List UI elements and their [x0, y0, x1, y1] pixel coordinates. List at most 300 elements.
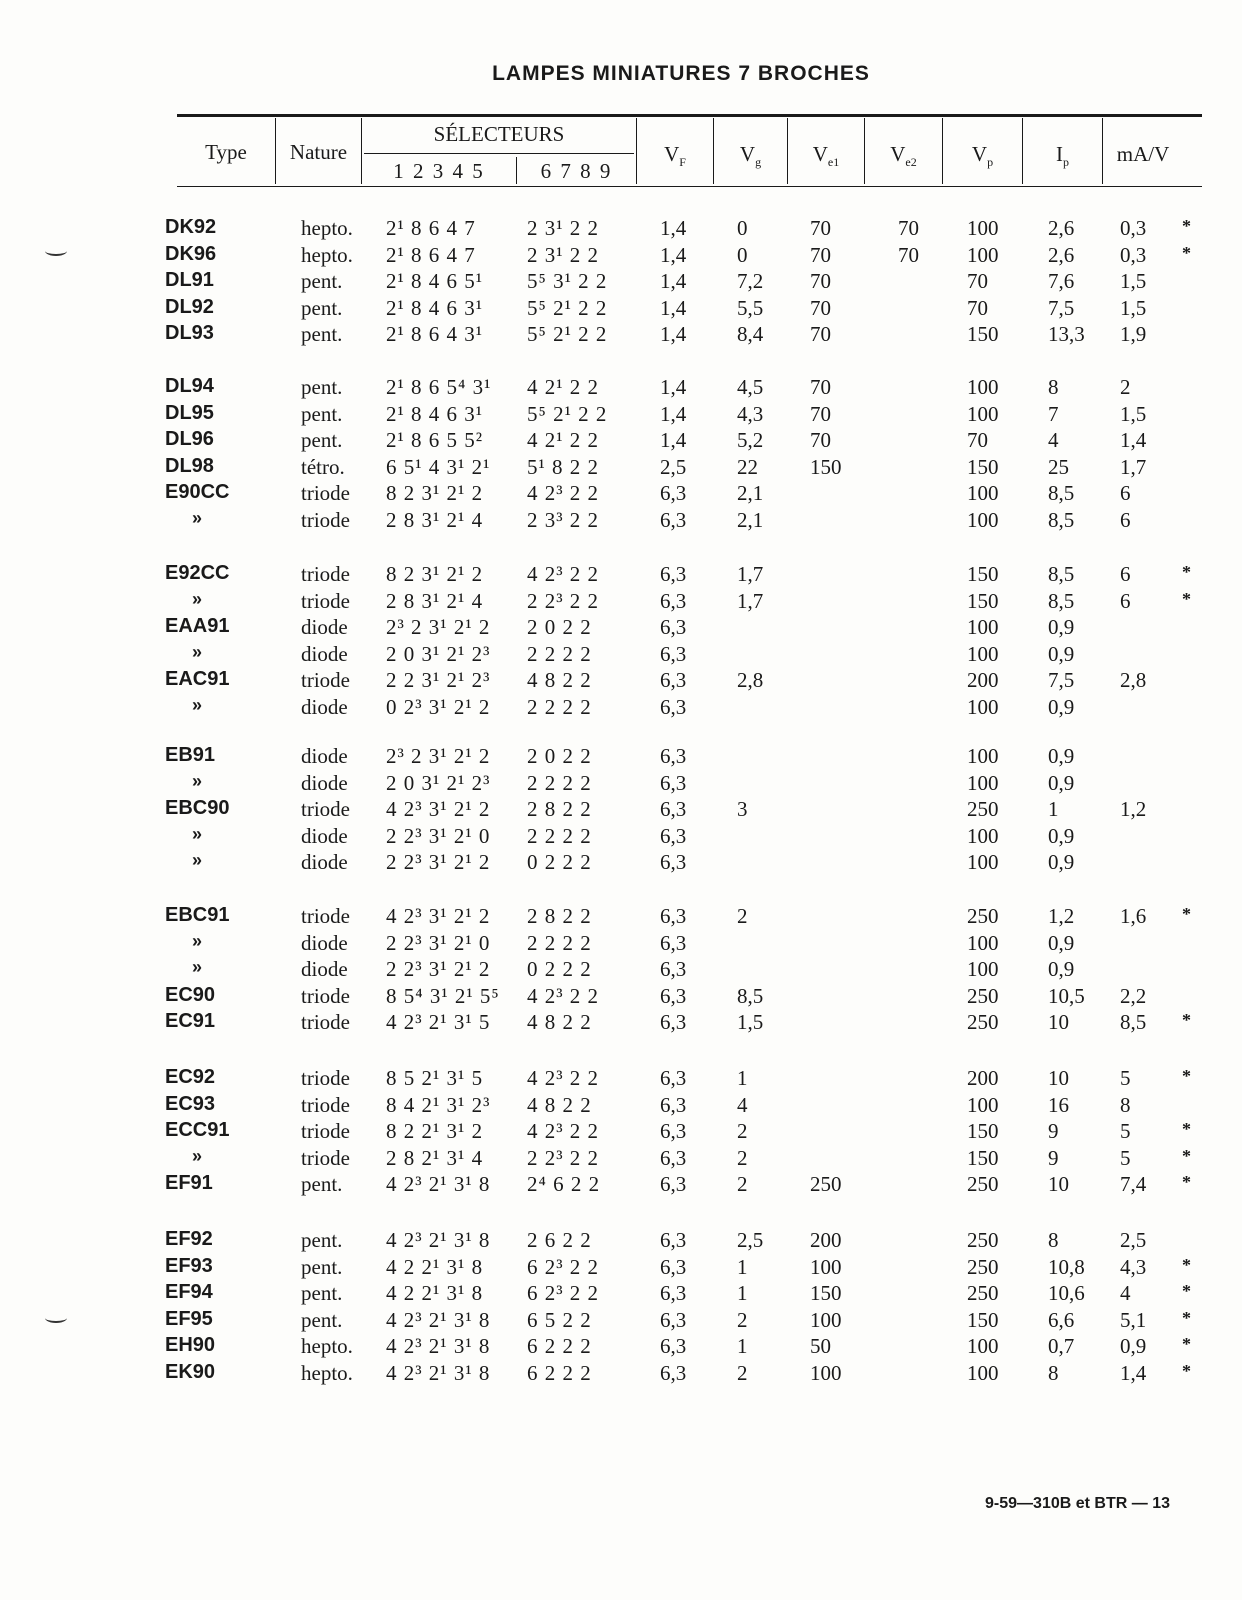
cell-vf: 6,3 — [660, 695, 687, 719]
cell-ma-v: 0,3 — [1120, 243, 1147, 267]
cell-vg: 7,2 — [737, 269, 764, 293]
cell-ve1: 70 — [810, 428, 831, 452]
margin-mark — [45, 246, 67, 256]
cell-vg: 1,7 — [737, 562, 764, 586]
table-row — [0, 562, 1242, 589]
table-row — [0, 771, 1242, 798]
cell-ma-v: 6 — [1120, 562, 1131, 586]
cell-selecteurs-6-9: 4 2³ 2 2 — [527, 1066, 600, 1090]
cell-nature: triode — [301, 508, 350, 532]
cell-selecteurs-6-9: 2 2³ 2 2 — [527, 1146, 600, 1170]
cell-nature: hepto. — [301, 1361, 353, 1385]
cell-note-star: * — [1182, 1172, 1191, 1192]
cell-type: EF92 — [165, 1228, 213, 1250]
cell-ma-v: 6 — [1120, 589, 1131, 613]
cell-selecteurs-1-5: 4 2³ 3¹ 2¹ 2 — [386, 797, 491, 821]
cell-selecteurs-1-5: 2 2³ 3¹ 2¹ 0 — [386, 824, 491, 848]
cell-selecteurs-6-9: 4 8 2 2 — [527, 1093, 592, 1117]
table-row — [0, 322, 1242, 349]
cell-ma-v: 6 — [1120, 481, 1131, 505]
cell-type: EF95 — [165, 1308, 213, 1330]
cell-vg: 2 — [737, 1146, 748, 1170]
header-ip: $I_p$ — [1056, 142, 1069, 170]
cell-vp: 100 — [967, 481, 999, 505]
cell-vf: 6,3 — [660, 1093, 687, 1117]
cell-vg: 2 — [737, 1308, 748, 1332]
cell-selecteurs-1-5: 2¹ 8 6 4 3¹ — [386, 322, 484, 346]
cell-ve1: 150 — [810, 1281, 842, 1305]
cell-vp: 100 — [967, 642, 999, 666]
table-row — [0, 957, 1242, 984]
cell-note-star: * — [1182, 1119, 1191, 1139]
cell-vf: 6,3 — [660, 1010, 687, 1034]
cell-selecteurs-6-9: 2 2 2 2 — [527, 824, 592, 848]
table-row — [0, 402, 1242, 429]
table-row — [0, 904, 1242, 931]
cell-note-star: * — [1182, 1361, 1191, 1381]
cell-type: DL94 — [165, 375, 214, 397]
page-footer: 9-59—310B et BTR — 13 — [985, 1495, 1170, 1512]
cell-vp: 100 — [967, 850, 999, 874]
cell-type: » — [192, 957, 203, 977]
cell-nature: hepto. — [301, 243, 353, 267]
cell-vp: 100 — [967, 931, 999, 955]
cell-nature: triode — [301, 904, 350, 928]
cell-vp: 70 — [967, 269, 988, 293]
cell-vf: 6,3 — [660, 481, 687, 505]
cell-vp: 100 — [967, 375, 999, 399]
cell-nature: diode — [301, 850, 348, 874]
cell-vg: 1 — [737, 1066, 748, 1090]
cell-selecteurs-1-5: 4 2 2¹ 3¹ 8 — [386, 1281, 484, 1305]
cell-ve1: 70 — [810, 322, 831, 346]
cell-nature: diode — [301, 771, 348, 795]
cell-ma-v: 5 — [1120, 1146, 1131, 1170]
cell-nature: triode — [301, 797, 350, 821]
cell-ma-v: 2,5 — [1120, 1228, 1147, 1252]
cell-vp: 100 — [967, 1334, 999, 1358]
cell-vp: 70 — [967, 428, 988, 452]
cell-vp: 100 — [967, 744, 999, 768]
margin-mark — [45, 1313, 67, 1323]
cell-selecteurs-1-5: 2 0 3¹ 2¹ 2³ — [386, 771, 491, 795]
cell-nature: diode — [301, 615, 348, 639]
cell-nature: triode — [301, 1010, 350, 1034]
cell-ve1: 250 — [810, 1172, 842, 1196]
cell-selecteurs-1-5: 2 2 3¹ 2¹ 2³ — [386, 668, 491, 692]
cell-ve1: 50 — [810, 1334, 831, 1358]
cell-type: » — [192, 508, 203, 528]
cell-ip: 7,6 — [1048, 269, 1075, 293]
cell-type: » — [192, 695, 203, 715]
cell-ip: 4 — [1048, 428, 1059, 452]
cell-selecteurs-6-9: 2 3³ 2 2 — [527, 508, 600, 532]
cell-nature: diode — [301, 744, 348, 768]
cell-vp: 100 — [967, 216, 999, 240]
cell-note-star: * — [1182, 1066, 1191, 1086]
cell-ve1: 200 — [810, 1228, 842, 1252]
cell-selecteurs-1-5: 4 2³ 3¹ 2¹ 2 — [386, 904, 491, 928]
cell-vf: 6,3 — [660, 1172, 687, 1196]
cell-ip: 7,5 — [1048, 668, 1075, 692]
cell-nature: triode — [301, 1146, 350, 1170]
cell-nature: diode — [301, 931, 348, 955]
cell-type: EK90 — [165, 1361, 216, 1383]
cell-selecteurs-1-5: 2¹ 8 6 4 7 — [386, 216, 476, 240]
page-title: LAMPES MINIATURES 7 BROCHES — [492, 62, 870, 85]
cell-vg: 0 — [737, 216, 748, 240]
table-row — [0, 797, 1242, 824]
cell-ip: 10,5 — [1048, 984, 1085, 1008]
table-row — [0, 1010, 1242, 1037]
cell-note-star: * — [1182, 1010, 1191, 1030]
cell-ve2: 70 — [898, 216, 919, 240]
cell-ma-v: 0,3 — [1120, 216, 1147, 240]
cell-selecteurs-1-5: 4 2³ 2¹ 3¹ 8 — [386, 1228, 491, 1252]
cell-ip: 6,6 — [1048, 1308, 1075, 1332]
cell-nature: triode — [301, 1093, 350, 1117]
table-row — [0, 850, 1242, 877]
cell-note-star: * — [1182, 1146, 1191, 1166]
cell-vg: 22 — [737, 455, 758, 479]
cell-vg: 2,8 — [737, 668, 764, 692]
cell-nature: pent. — [301, 375, 343, 399]
cell-ma-v: 1,4 — [1120, 1361, 1147, 1385]
header-type: Type — [205, 140, 247, 164]
cell-ip: 0,7 — [1048, 1334, 1075, 1358]
cell-selecteurs-6-9: 2 8 2 2 — [527, 797, 592, 821]
cell-vf: 6,3 — [660, 984, 687, 1008]
cell-selecteurs-6-9: 4 8 2 2 — [527, 668, 592, 692]
table-row — [0, 695, 1242, 722]
cell-ma-v: 1,2 — [1120, 797, 1147, 821]
cell-vp: 150 — [967, 1146, 999, 1170]
cell-vg: 1 — [737, 1255, 748, 1279]
cell-vf: 6,3 — [660, 562, 687, 586]
table-row — [0, 1255, 1242, 1282]
cell-ve1: 100 — [810, 1361, 842, 1385]
table-row — [0, 1308, 1242, 1335]
cell-ip: 0,9 — [1048, 642, 1075, 666]
cell-nature: triode — [301, 984, 350, 1008]
cell-ma-v: 0,9 — [1120, 1334, 1147, 1358]
cell-type: E92CC — [165, 562, 230, 584]
cell-ma-v: 1,7 — [1120, 455, 1147, 479]
cell-ip: 8,5 — [1048, 508, 1075, 532]
cell-ma-v: 1,6 — [1120, 904, 1147, 928]
cell-selecteurs-6-9: 2 3¹ 2 2 — [527, 216, 600, 240]
cell-type: EBC91 — [165, 904, 230, 926]
cell-selecteurs-1-5: 4 2 2¹ 3¹ 8 — [386, 1255, 484, 1279]
cell-vg: 4 — [737, 1093, 748, 1117]
cell-vf: 6,3 — [660, 1255, 687, 1279]
cell-vf: 1,4 — [660, 243, 687, 267]
cell-nature: pent. — [301, 1172, 343, 1196]
cell-ma-v: 4,3 — [1120, 1255, 1147, 1279]
cell-selecteurs-1-5: 2³ 2 3¹ 2¹ 2 — [386, 744, 491, 768]
cell-type: EH90 — [165, 1334, 216, 1356]
header-selecteurs-6-9: 6 7 8 9 — [540, 159, 613, 183]
cell-vp: 100 — [967, 615, 999, 639]
table-row — [0, 1334, 1242, 1361]
cell-selecteurs-6-9: 4 2¹ 2 2 — [527, 428, 600, 452]
cell-selecteurs-6-9: 5¹ 8 2 2 — [527, 455, 600, 479]
cell-type: ECC91 — [165, 1119, 230, 1141]
cell-type: E90CC — [165, 481, 230, 503]
cell-vp: 250 — [967, 904, 999, 928]
cell-type: » — [192, 771, 203, 791]
header-selecteurs-1-5: 1 2 3 4 5 — [393, 159, 485, 183]
cell-selecteurs-6-9: 6 2³ 2 2 — [527, 1281, 600, 1305]
cell-selecteurs-6-9: 2 3¹ 2 2 — [527, 243, 600, 267]
cell-vp: 200 — [967, 668, 999, 692]
cell-vg: 8,4 — [737, 322, 764, 346]
cell-vg: 2 — [737, 1361, 748, 1385]
cell-type: » — [192, 1146, 203, 1166]
cell-ve1: 70 — [810, 402, 831, 426]
cell-type: EF93 — [165, 1255, 213, 1277]
cell-type: EC93 — [165, 1093, 216, 1115]
cell-ve1: 150 — [810, 455, 842, 479]
cell-selecteurs-1-5: 2 8 3¹ 2¹ 4 — [386, 508, 484, 532]
cell-nature: triode — [301, 589, 350, 613]
cell-selecteurs-6-9: 5⁵ 2¹ 2 2 — [527, 402, 608, 426]
cell-ip: 8 — [1048, 375, 1059, 399]
cell-vp: 250 — [967, 1010, 999, 1034]
cell-nature: triode — [301, 1119, 350, 1143]
cell-ve1: 100 — [810, 1308, 842, 1332]
cell-vg: 2,5 — [737, 1228, 764, 1252]
cell-selecteurs-1-5: 2¹ 8 6 5⁴ 3¹ — [386, 375, 492, 399]
cell-vp: 200 — [967, 1066, 999, 1090]
cell-vf: 6,3 — [660, 668, 687, 692]
cell-selecteurs-6-9: 2 2 2 2 — [527, 771, 592, 795]
cell-ma-v: 2,8 — [1120, 668, 1147, 692]
cell-selecteurs-6-9: 6 5 2 2 — [527, 1308, 592, 1332]
cell-vg: 2 — [737, 904, 748, 928]
cell-selecteurs-1-5: 2 8 3¹ 2¹ 4 — [386, 589, 484, 613]
cell-ip: 16 — [1048, 1093, 1069, 1117]
cell-ip: 10 — [1048, 1172, 1069, 1196]
cell-ip: 0,9 — [1048, 824, 1075, 848]
cell-ip: 8,5 — [1048, 589, 1075, 613]
cell-selecteurs-1-5: 2¹ 8 4 6 3¹ — [386, 296, 484, 320]
cell-ip: 9 — [1048, 1146, 1059, 1170]
cell-type: EC91 — [165, 1010, 216, 1032]
table-row — [0, 428, 1242, 455]
cell-selecteurs-6-9: 0 2 2 2 — [527, 957, 592, 981]
table-row — [0, 1066, 1242, 1093]
cell-selecteurs-1-5: 4 2³ 2¹ 3¹ 8 — [386, 1334, 491, 1358]
cell-note-star: * — [1182, 243, 1191, 263]
table-row — [0, 216, 1242, 243]
cell-type: DL92 — [165, 296, 214, 318]
cell-vg: 4,5 — [737, 375, 764, 399]
cell-note-star: * — [1182, 904, 1191, 924]
cell-ma-v: 4 — [1120, 1281, 1131, 1305]
cell-vp: 250 — [967, 797, 999, 821]
cell-vf: 6,3 — [660, 1281, 687, 1305]
cell-note-star: * — [1182, 1255, 1191, 1275]
cell-vf: 6,3 — [660, 744, 687, 768]
cell-ip: 10 — [1048, 1010, 1069, 1034]
table-row — [0, 481, 1242, 508]
cell-vp: 150 — [967, 562, 999, 586]
cell-ma-v: 7,4 — [1120, 1172, 1147, 1196]
cell-vf: 6,3 — [660, 1361, 687, 1385]
cell-vf: 6,3 — [660, 850, 687, 874]
cell-type: DL93 — [165, 322, 214, 344]
cell-ip: 10,6 — [1048, 1281, 1085, 1305]
cell-vp: 100 — [967, 243, 999, 267]
cell-vf: 6,3 — [660, 931, 687, 955]
cell-vp: 250 — [967, 984, 999, 1008]
cell-ip: 0,9 — [1048, 615, 1075, 639]
cell-vg: 8,5 — [737, 984, 764, 1008]
cell-type: EAC91 — [165, 668, 230, 690]
cell-ip: 7 — [1048, 402, 1059, 426]
cell-ma-v: 1,5 — [1120, 269, 1147, 293]
cell-vf: 1,4 — [660, 428, 687, 452]
cell-nature: triode — [301, 668, 350, 692]
cell-type: EF91 — [165, 1172, 213, 1194]
cell-ma-v: 5 — [1120, 1119, 1131, 1143]
cell-nature: hepto. — [301, 216, 353, 240]
cell-ma-v: 1,5 — [1120, 402, 1147, 426]
cell-vf: 6,3 — [660, 589, 687, 613]
cell-ma-v: 8,5 — [1120, 1010, 1147, 1034]
cell-ip: 0,9 — [1048, 695, 1075, 719]
cell-nature: pent. — [301, 1308, 343, 1332]
table-row — [0, 1119, 1242, 1146]
cell-ip: 10,8 — [1048, 1255, 1085, 1279]
table-row — [0, 1228, 1242, 1255]
cell-vf: 1,4 — [660, 402, 687, 426]
cell-vp: 150 — [967, 1308, 999, 1332]
cell-note-star: * — [1182, 562, 1191, 582]
cell-ip: 1 — [1048, 797, 1059, 821]
cell-vf: 6,3 — [660, 1308, 687, 1332]
cell-vg: 3 — [737, 797, 748, 821]
cell-note-star: * — [1182, 1334, 1191, 1354]
cell-ip: 0,9 — [1048, 850, 1075, 874]
cell-selecteurs-1-5: 2 2³ 3¹ 2¹ 2 — [386, 850, 491, 874]
cell-selecteurs-6-9: 4 2³ 2 2 — [527, 984, 600, 1008]
table-row — [0, 824, 1242, 851]
cell-ma-v: 2,2 — [1120, 984, 1147, 1008]
cell-type: EC90 — [165, 984, 216, 1006]
cell-ve1: 70 — [810, 216, 831, 240]
cell-vf: 1,4 — [660, 296, 687, 320]
cell-ve1: 100 — [810, 1255, 842, 1279]
cell-selecteurs-6-9: 2 6 2 2 — [527, 1228, 592, 1252]
cell-note-star: * — [1182, 589, 1191, 609]
cell-nature: tétro. — [301, 455, 345, 479]
cell-nature: pent. — [301, 1228, 343, 1252]
cell-nature: triode — [301, 481, 350, 505]
cell-vp: 150 — [967, 322, 999, 346]
table-row — [0, 1281, 1242, 1308]
cell-selecteurs-6-9: 6 2 2 2 — [527, 1361, 592, 1385]
cell-vg: 1,7 — [737, 589, 764, 613]
cell-nature: pent. — [301, 269, 343, 293]
cell-nature: pent. — [301, 402, 343, 426]
cell-vp: 150 — [967, 589, 999, 613]
cell-selecteurs-6-9: 2⁴ 6 2 2 — [527, 1172, 601, 1196]
table-row — [0, 269, 1242, 296]
cell-vg: 2,1 — [737, 508, 764, 532]
cell-selecteurs-6-9: 0 2 2 2 — [527, 850, 592, 874]
cell-type: » — [192, 589, 203, 609]
cell-vf: 6,3 — [660, 1228, 687, 1252]
cell-ve1: 70 — [810, 243, 831, 267]
cell-vf: 6,3 — [660, 1066, 687, 1090]
cell-selecteurs-1-5: 8 5⁴ 3¹ 2¹ 5⁵ — [386, 984, 500, 1008]
cell-selecteurs-1-5: 8 2 3¹ 2¹ 2 — [386, 481, 484, 505]
cell-vp: 100 — [967, 771, 999, 795]
cell-vp: 70 — [967, 296, 988, 320]
cell-ip: 13,3 — [1048, 322, 1085, 346]
table-row — [0, 615, 1242, 642]
cell-vp: 100 — [967, 824, 999, 848]
cell-vf: 1,4 — [660, 322, 687, 346]
cell-nature: diode — [301, 642, 348, 666]
cell-vp: 150 — [967, 455, 999, 479]
cell-vg: 2 — [737, 1119, 748, 1143]
cell-vp: 100 — [967, 1361, 999, 1385]
table-row — [0, 1093, 1242, 1120]
cell-vf: 6,3 — [660, 508, 687, 532]
cell-vf: 2,5 — [660, 455, 687, 479]
header-vp: $V_p$ — [971, 142, 994, 170]
cell-vf: 1,4 — [660, 375, 687, 399]
cell-ip: 8 — [1048, 1361, 1059, 1385]
cell-nature: triode — [301, 1066, 350, 1090]
cell-nature: pent. — [301, 1255, 343, 1279]
cell-ma-v: 1,5 — [1120, 296, 1147, 320]
table-row — [0, 1361, 1242, 1388]
cell-nature: diode — [301, 824, 348, 848]
cell-ip: 0,9 — [1048, 957, 1075, 981]
header-ma-v: mA/V — [1116, 142, 1170, 166]
cell-ma-v: 1,4 — [1120, 428, 1147, 452]
cell-nature: pent. — [301, 428, 343, 452]
cell-vp: 100 — [967, 508, 999, 532]
header-ve1: $V_{e1}$ — [812, 142, 840, 170]
cell-ma-v: 6 — [1120, 508, 1131, 532]
cell-ip: 8 — [1048, 1228, 1059, 1252]
cell-selecteurs-6-9: 5⁵ 3¹ 2 2 — [527, 269, 608, 293]
cell-type: EF94 — [165, 1281, 213, 1303]
cell-vg: 2 — [737, 1172, 748, 1196]
cell-vf: 6,3 — [660, 797, 687, 821]
table-row — [0, 1146, 1242, 1173]
cell-type: DL91 — [165, 269, 214, 291]
cell-type: » — [192, 931, 203, 951]
cell-nature: diode — [301, 695, 348, 719]
cell-selecteurs-1-5: 2¹ 8 6 4 7 — [386, 243, 476, 267]
cell-vg: 1 — [737, 1334, 748, 1358]
cell-vf: 1,4 — [660, 269, 687, 293]
cell-ip: 0,9 — [1048, 744, 1075, 768]
cell-ip: 2,6 — [1048, 216, 1075, 240]
cell-selecteurs-1-5: 4 2³ 2¹ 3¹ 8 — [386, 1172, 491, 1196]
cell-vf: 6,3 — [660, 615, 687, 639]
header-ve2: $V_{e2}$ — [890, 142, 917, 170]
cell-ip: 8,5 — [1048, 481, 1075, 505]
cell-vp: 100 — [967, 1093, 999, 1117]
cell-vp: 100 — [967, 402, 999, 426]
